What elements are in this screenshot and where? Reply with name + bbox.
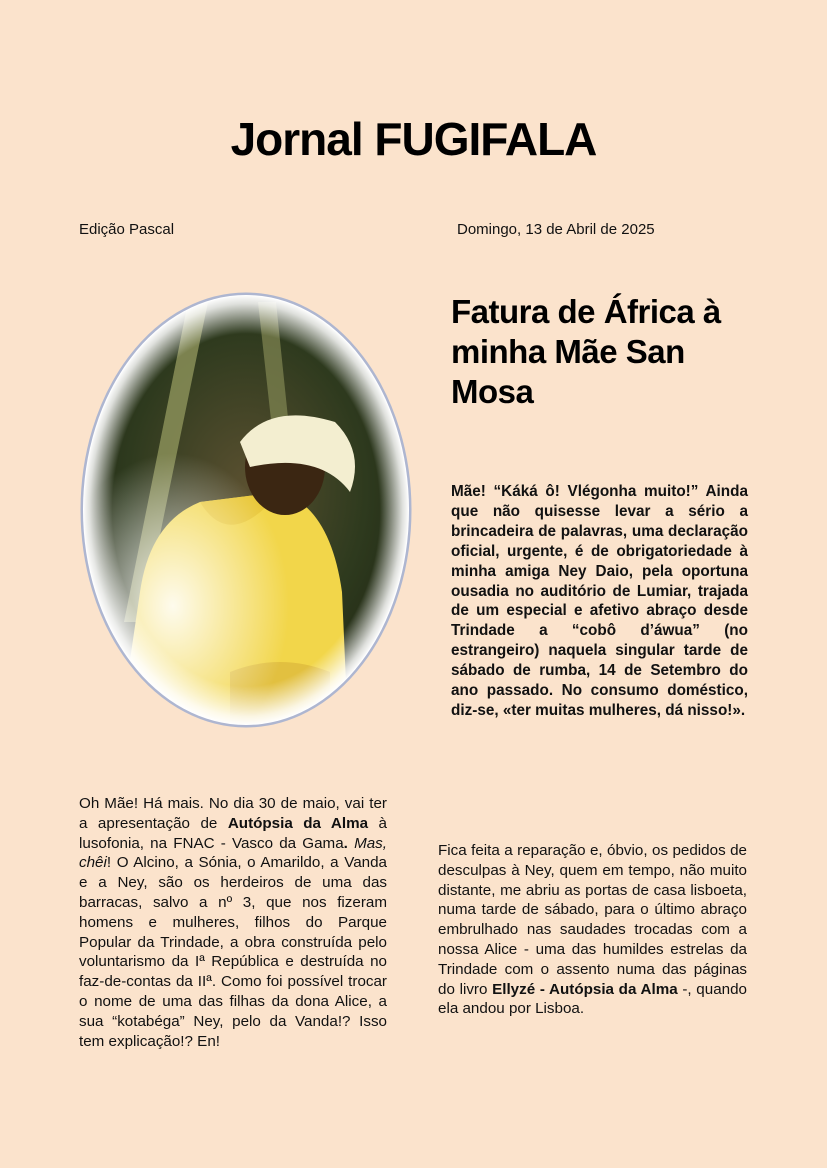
book-title: Autópsia da Alma: [227, 814, 369, 832]
left-text-2: à lusofonia, na FNAC - Vasco da Gama: [79, 814, 387, 852]
right-text-1: Fica feita a reparação e, óbvio, os pedidos de desculpas à Ney, quem em tempo, não muito distante, me abriu as portas de casa lisboeta, numa tarde de sábado, para o último abraço embrulhado nas saudades trocadas com a nossa Alice - uma das humildes estrelas da Trindade com o assento numa das páginas do livro: [438, 842, 747, 998]
left-text-3: ! O Alcino, a Sónia, o Amarildo, a Vanda e a Ney, são os herdeiros de uma das barracas, salvo a nº 3, que nos fizeram homens e mulheres, filhos do Parque Popular da Trindade, a obra construída pelo voluntarismo da Iª República e destruída no faz-de-contas da IIª. Como foi possível trocar o nome de uma das filhas da dona Alice, a sua “kotabéga” Ney, pelo da Vanda!? Isso tem explicação!? En!: [79, 854, 387, 1050]
right-text-2: -, quando ela andou por Lisboa.: [438, 980, 747, 1018]
article-headline: Fatura de África à minha Mãe San Mosa: [451, 293, 721, 410]
masthead-title: Jornal FUGIFALA: [230, 113, 597, 165]
italic-exclamation: Mas, chêi: [79, 834, 387, 872]
portrait-photo: [80, 292, 412, 728]
left-text-1: Oh Mãe! Há mais. No dia 30 de maio, vai ter a apresentação de: [79, 795, 387, 832]
article-left-column: [79, 794, 387, 1051]
issue-date: Domingo, 13 de Abril de 2025: [457, 221, 655, 238]
article-lead: Mãe! “Káká ô! Vlégonha muito!” Ainda que não quisesse levar a sério a brincadeira de palavras, uma declaração oficial, urgente, é de obrigatoriedade à minha amiga Ney Daio, pela oportuna ousadia no auditório de Lumiar, trajada de um especial e afetivo abraço desde Trindade a “cobô d’áwua” (no estrangeiro) naquela singular tarde de sábado de rumba, 14 de Setembro do ano passado. No consumo doméstico, diz-se, «ter muitas mulheres, dá nisso!».: [451, 483, 748, 719]
book-title-2: Ellyzé - Autópsia da Alma: [492, 980, 678, 998]
left-period: .: [343, 834, 348, 852]
article-right-column: [438, 841, 747, 1019]
edition-label: Edição Pascal: [79, 221, 175, 238]
